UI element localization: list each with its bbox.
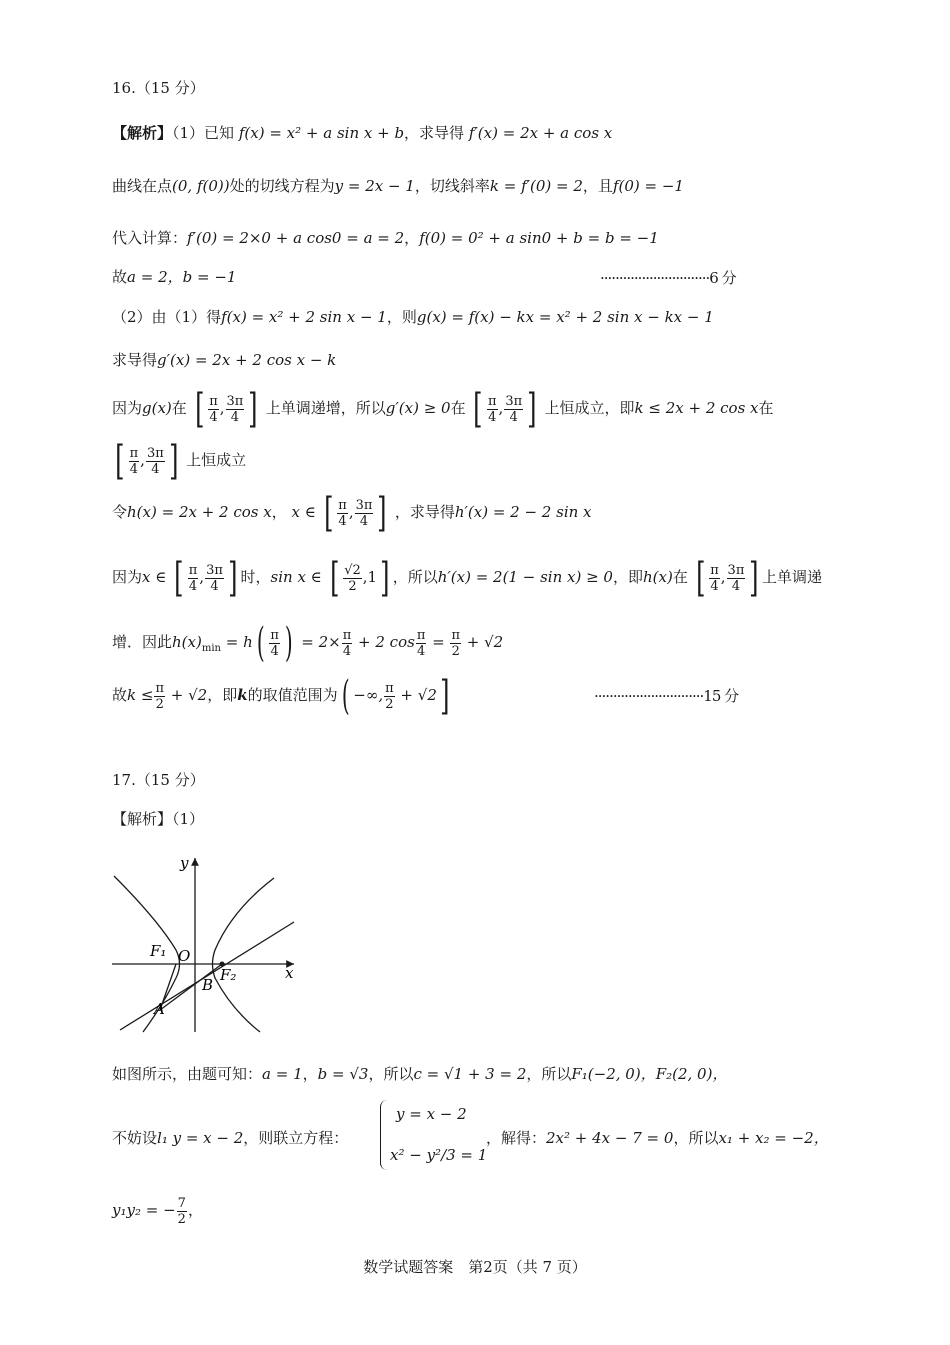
problem16-line2: [112, 176, 684, 196]
bracket: [: [473, 386, 483, 432]
formula: h(x): [172, 633, 202, 651]
text: ，所以: [392, 568, 438, 586]
formula: = 2×: [296, 633, 341, 651]
label-f2: F₂: [220, 966, 237, 984]
fraction: $\frac{3\pi}{4}$: [355, 497, 373, 529]
text: ，所以: [526, 1065, 572, 1083]
formula: =: [427, 633, 450, 651]
text: ，则联立方程：: [243, 1129, 349, 1147]
formula: x₁ + x₂ = −2，: [718, 1129, 829, 1147]
problem17-tag: 【解析】（1）: [112, 810, 205, 828]
score-6: ·····························6 分: [600, 269, 736, 287]
formula: + √2: [166, 686, 208, 704]
hyperbola-figure: [108, 850, 308, 1040]
system-eq1: y = x − 2: [396, 1105, 467, 1123]
text: ，即: [612, 568, 643, 586]
problem16-line8: [ $\frac{\pi}{4}$ , $\frac{3\pi}{4}$ ] 上恒成立: [115, 438, 247, 484]
bracket: ]: [380, 555, 390, 601]
formula: b = √3: [317, 1065, 369, 1083]
problem17-header: 17.（15 分）: [112, 771, 205, 789]
fraction: $\frac{3\pi}{4}$: [206, 562, 223, 594]
fraction: $\frac{3\pi}{4}$: [727, 562, 745, 594]
formula: (0, f(0)): [172, 177, 230, 195]
formula: h(x): [642, 568, 673, 586]
text: 求导得: [112, 351, 158, 369]
fraction: $\frac{\pi}{4}$: [416, 627, 426, 659]
formula: x ∈: [291, 503, 316, 521]
text: 曲线在点: [112, 177, 173, 195]
text: 如图所示，由题可知：: [112, 1065, 263, 1083]
page-footer: 数学试题答案 第2页（共 7 页）: [363, 1258, 587, 1276]
text: ，切线斜率: [414, 177, 490, 195]
fraction: $\frac{\pi}{4}$: [209, 393, 218, 425]
formula: = h: [220, 633, 253, 651]
formula: f(x) = x² + 2 sin x − 1: [221, 308, 387, 326]
formula: F₁(−2, 0)，F₂(2, 0)，: [571, 1065, 728, 1083]
problem16-line5: [112, 307, 714, 327]
bracket: ]: [168, 438, 179, 484]
label-x: x: [285, 964, 294, 982]
problem16-line1: [112, 123, 612, 143]
text: 上恒成立: [186, 451, 247, 469]
formula: h′(x) = 2 − 2 sin x: [454, 503, 592, 521]
text: 在: [450, 399, 466, 417]
formula: f′(x) = 2x + a cos x: [468, 124, 613, 142]
text: ，所以: [673, 1129, 719, 1147]
text: 上恒成立，即: [544, 399, 635, 417]
formula: g′(x) ≥ 0: [385, 399, 451, 417]
bracket: [: [695, 555, 706, 601]
paren: (: [341, 673, 350, 719]
text: 故: [112, 686, 128, 704]
text: （2）由（1）得: [112, 308, 222, 326]
text: ，: [271, 503, 287, 521]
formula: a = 1: [262, 1065, 303, 1083]
formula: + √2: [462, 633, 504, 651]
bracket: ]: [248, 386, 258, 432]
analysis-tag: 【解析】: [112, 124, 173, 142]
text: 上单调递: [761, 568, 822, 586]
formula: sin x ∈: [270, 568, 322, 586]
text: ，: [187, 1201, 203, 1219]
bracket: ]: [228, 555, 238, 601]
text: 在: [171, 399, 187, 417]
text: 在: [758, 399, 774, 417]
bracket: [: [194, 386, 205, 432]
text: ，所以: [368, 1065, 414, 1083]
formula: + √2: [395, 686, 437, 704]
formula: h′(x) = 2(1 − sin x) ≥ 0: [437, 568, 613, 586]
text: ，求导得: [394, 503, 455, 521]
bracket: [: [323, 490, 334, 536]
text: ，求导得: [404, 124, 465, 142]
problem17-line3: [112, 1190, 203, 1230]
formula: a = 2，b = −1: [127, 268, 237, 286]
text: 因为: [112, 399, 143, 417]
problem17-line1: 如图所示，由题可知：a = 1，b = √3，所以c = √1 + 3 = 2，所以F₁(−2, 0)，F₂(2, 0)，: [112, 1065, 728, 1083]
text: ，且: [582, 177, 613, 195]
bracket: ]: [439, 673, 450, 719]
system-eq2: x² − y²/3 = 1: [390, 1146, 488, 1164]
text: 故: [112, 268, 128, 286]
problem16-header: 16.（15 分）: [112, 79, 205, 97]
label-o: O: [178, 947, 191, 965]
formula: x ∈: [142, 568, 167, 586]
text: 在: [672, 568, 688, 586]
label-b: B: [202, 976, 214, 994]
formula: f(0) = −1: [612, 177, 684, 195]
formula: g′(x) = 2x + 2 cos x − k: [157, 351, 337, 369]
formula: h(x) = 2x + 2 cos x: [127, 503, 272, 521]
formula: 2x² + 4x − 7 = 0: [546, 1129, 674, 1147]
problem16-line4: [112, 267, 236, 287]
fraction: $\frac{\pi}{4}$: [270, 627, 279, 659]
problem16-line10: 因为x ∈ [ $\frac{\pi}{4}$ , $\frac{3\pi}{4}$ ] 时，sin x ∈ [ $\frac{√2}{2}$ ,1] ，所以h′(x) = 2(1 − sin x) ≥ 0，即h(x)在 [ $\frac{\pi}{4}$ , $\frac{3\pi}{4}$ ] 上单调递: [112, 555, 822, 601]
fraction: $\frac{\pi}{4}$: [710, 562, 719, 594]
text: 处的切线方程为: [229, 177, 335, 195]
text: 增．因此: [112, 633, 173, 651]
fraction: $\frac{\pi}{4}$: [129, 445, 139, 477]
formula: f(0) = 0² + a sin0 + b = b = −1: [419, 229, 659, 247]
bracket: [: [115, 438, 125, 484]
formula: k ≤: [127, 686, 154, 704]
fraction: $\frac{\pi}{4}$: [487, 393, 497, 425]
text: ，则: [386, 308, 417, 326]
problem16-line11: [112, 622, 503, 669]
fraction: $\frac{\pi}{4}$: [188, 562, 198, 594]
bracket: [: [329, 555, 340, 601]
text: （1）已知: [172, 124, 235, 142]
bracket: ]: [527, 386, 537, 432]
right-branch: [213, 878, 275, 1032]
formula: + 2 cos: [353, 633, 415, 651]
problem16-line6: [112, 350, 336, 370]
left-branch: [114, 876, 180, 1032]
text: 上单调递增，所以: [265, 399, 386, 417]
fraction: $\frac{3\pi}{4}$: [146, 445, 164, 477]
text: ，解得：: [486, 1129, 547, 1147]
formula: k ≤ 2x + 2 cos x: [634, 399, 759, 417]
formula: k: [237, 686, 248, 704]
bracket: ]: [749, 555, 759, 601]
label-a: A: [154, 1000, 165, 1018]
text: 因为: [112, 568, 143, 586]
formula: y = 2x − 1: [334, 177, 415, 195]
formula: y₁y₂ = −: [112, 1201, 176, 1219]
formula: f′(0) = 2×0 + a cos0 = a = 2: [187, 229, 405, 247]
problem16-line3: [112, 228, 659, 248]
problem16-line12: [112, 673, 452, 719]
text: 的取值范围为: [247, 686, 338, 704]
fraction: $\frac{\pi}{2}$: [155, 680, 164, 712]
label-f1: F₁: [150, 942, 167, 960]
formula: c = √1 + 3 = 2: [413, 1065, 527, 1083]
problem17-line2-right: [486, 1128, 829, 1148]
subscript: min: [201, 643, 221, 654]
fraction: $\frac{\pi}{2}$: [385, 680, 394, 712]
problem16-line9: 令h(x) = 2x + 2 cos x， x ∈ [ $\frac{\pi}{4}$ , $\frac{3\pi}{4}$ ] ，求导得h′(x) = 2 − 2 sin x: [112, 490, 592, 536]
fraction: $\frac{\pi}{4}$: [342, 627, 352, 659]
formula: l₁ y = x − 2: [157, 1129, 244, 1147]
fraction: $\frac{\pi}{2}$: [451, 627, 461, 659]
formula: k = f′(0) = 2: [489, 177, 583, 195]
fraction: $\frac{3\pi}{4}$: [226, 393, 244, 425]
text: 代入计算：: [112, 229, 188, 247]
fraction: $\frac{√2}{2}$: [344, 562, 361, 594]
bracket: [: [174, 555, 184, 601]
fraction: $\frac{3\pi}{4}$: [505, 393, 523, 425]
paren: (: [256, 620, 265, 666]
label-y: y: [180, 854, 189, 872]
paren: ): [284, 620, 293, 666]
text: ，即: [207, 686, 238, 704]
formula: −∞,: [353, 686, 384, 704]
score-15: ·····························15 分: [594, 687, 739, 705]
problem17-line2: [112, 1128, 348, 1148]
formula: g(x) = f(x) − kx = x² + 2 sin x − kx − 1: [416, 308, 714, 326]
bracket: ]: [377, 490, 387, 536]
system-brace: [380, 1100, 387, 1170]
text: 令: [112, 503, 128, 521]
text: 时，: [240, 568, 271, 586]
formula: g(x): [142, 399, 172, 417]
fraction: $\frac{7}{2}$: [177, 1195, 186, 1227]
fraction: $\frac{\pi}{4}$: [338, 497, 347, 529]
formula: f(x) = x² + a sin x + b: [238, 124, 405, 142]
problem16-line7: 因为g(x)在 [ $\frac{\pi}{4}$ , $\frac{3\pi}{4}$ ] 上单调递增，所以g′(x) ≥ 0在 [ $\frac{\pi}{4}$ , $\frac{3\pi}{4}$ ] 上恒成立，即k ≤ 2x + 2 cos x在: [112, 386, 774, 432]
text: ，: [404, 229, 420, 247]
text: 不妨设: [112, 1129, 158, 1147]
